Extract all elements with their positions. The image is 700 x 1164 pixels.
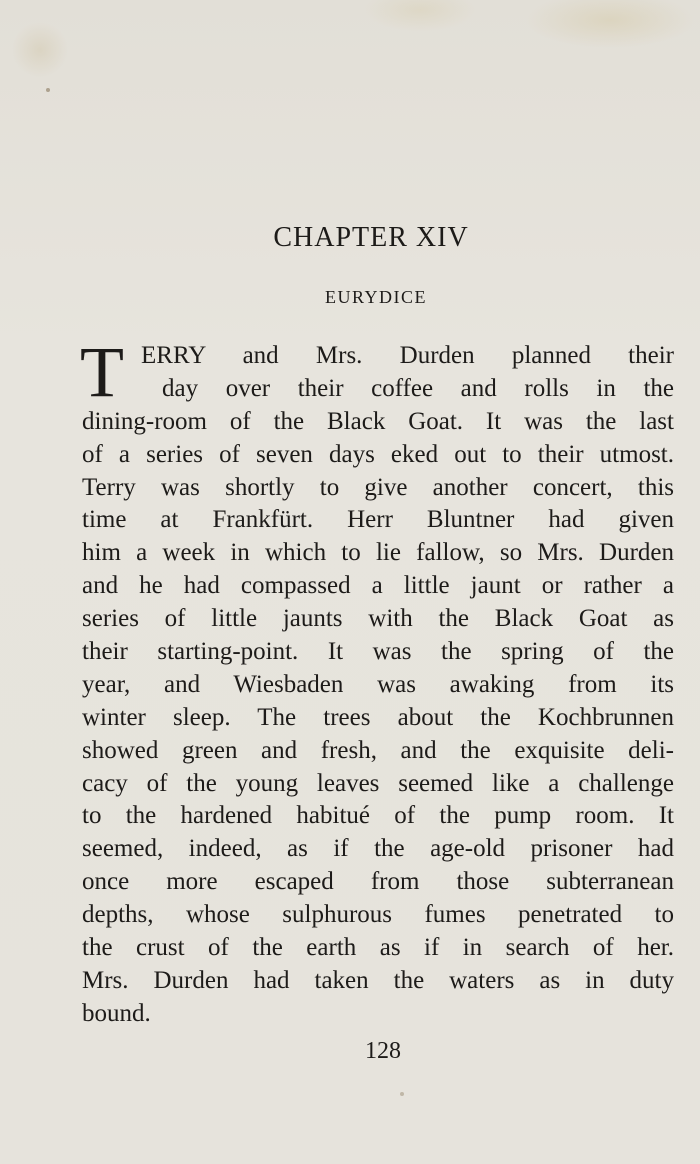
chapter-title: CHAPTER XIV	[273, 222, 469, 253]
text-line: of a series of seven days eked out to their utmost.	[82, 440, 674, 468]
text-line: showed green and fresh, and the exquisite deli-	[82, 736, 674, 764]
text-line: him a week in which to lie fallow, so Mrs. Durden	[82, 539, 674, 567]
text-line: their starting-point. It was the spring of the	[82, 638, 674, 666]
text-line: time at Frankfürt. Herr Bluntner had given	[82, 506, 674, 534]
page-number: 128	[365, 1038, 401, 1064]
text-line: Terry was shortly to give another concert, this	[82, 473, 674, 501]
paper-stain	[46, 88, 50, 92]
text-line: cacy of the young leaves seemed like a challenge	[82, 769, 674, 797]
text-line: Mrs. Durden had taken the waters as in duty	[82, 966, 674, 994]
text-line: depths, whose sulphurous fumes penetrated to	[82, 901, 674, 929]
text-line: series of little jaunts with the Black Goat as	[82, 605, 674, 633]
drop-cap: T	[80, 332, 124, 412]
text-line: the crust of the earth as if in search of her.	[82, 934, 674, 962]
text-line: ERRY and Mrs. Durden planned their	[141, 342, 674, 369]
chapter-subtitle: EURYDICE	[325, 287, 427, 307]
paper-stain	[400, 1092, 404, 1096]
text-line: year, and Wiesbaden was awaking from its	[82, 670, 674, 698]
text-line: seemed, indeed, as if the age-old prisoner had	[82, 835, 674, 863]
text-line: day over their coffee and rolls in the	[162, 374, 674, 402]
text-line: once more escaped from those subterranean	[82, 868, 674, 896]
text-line: bound.	[82, 999, 151, 1027]
text-line: dining-room of the Black Goat. It was the last	[82, 407, 674, 435]
text-line: and he had compassed a little jaunt or rather a	[82, 572, 674, 600]
text-line: winter sleep. The trees about the Kochbrunnen	[82, 703, 674, 731]
body-text	[80, 332, 674, 1031]
text-line: to the hardened habitué of the pump room. It	[82, 802, 674, 830]
